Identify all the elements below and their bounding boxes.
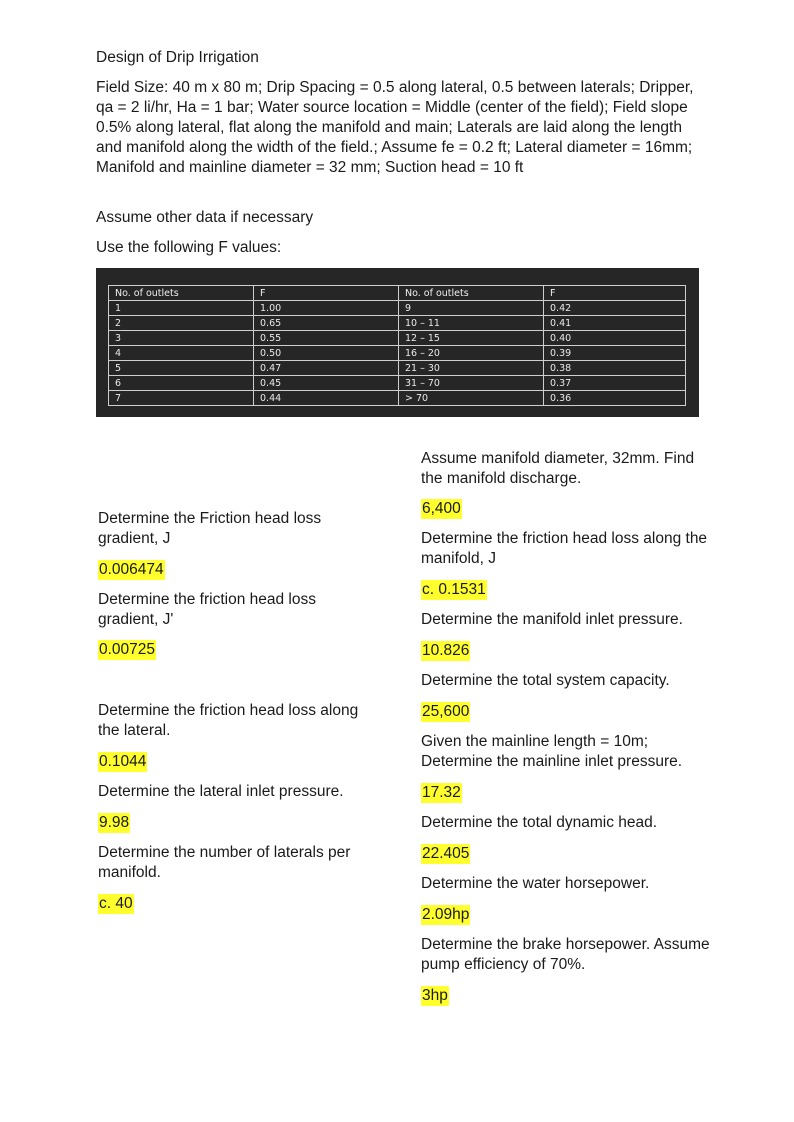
table-cell: 0.40 bbox=[544, 331, 686, 346]
question-total-dynamic-head: Determine the total dynamic head. bbox=[421, 814, 658, 831]
question-friction-gradient-j-prime: Determine the friction head loss gradient, J' bbox=[98, 591, 316, 628]
table-cell: 0.36 bbox=[544, 391, 686, 406]
table-cell: 21 – 30 bbox=[399, 361, 544, 376]
table-cell: 3 bbox=[109, 331, 254, 346]
table-cell: 5 bbox=[109, 361, 254, 376]
table-cell: 0.47 bbox=[254, 361, 399, 376]
table-cell: 0.41 bbox=[544, 316, 686, 331]
answer-manifold-discharge: 6,400 bbox=[422, 500, 461, 517]
answer-friction-gradient-j: 0.006474 bbox=[99, 561, 164, 578]
table-row bbox=[109, 391, 686, 406]
f-values-table bbox=[108, 285, 686, 406]
answer-water-horsepower: 2.09hp bbox=[422, 906, 470, 923]
answer-total-dynamic-head: 22.405 bbox=[422, 845, 470, 862]
table-cell: 31 – 70 bbox=[399, 376, 544, 391]
answer-system-capacity: 25,600 bbox=[422, 703, 470, 720]
question-lateral-head-loss: Determine the friction head loss along the lateral. bbox=[98, 702, 359, 739]
table-cell: 10 – 11 bbox=[399, 316, 544, 331]
table-cell: 0.50 bbox=[254, 346, 399, 361]
table-cell: 0.37 bbox=[544, 376, 686, 391]
table-row bbox=[109, 361, 686, 376]
table-row bbox=[109, 346, 686, 361]
table-cell: 9 bbox=[399, 301, 544, 316]
answer-manifold-inlet-pressure: 10.826 bbox=[422, 642, 470, 659]
table-cell: 0.45 bbox=[254, 376, 399, 391]
table-cell: 0.42 bbox=[544, 301, 686, 316]
header-f-1: F bbox=[254, 286, 399, 301]
question-water-horsepower: Determine the water horsepower. bbox=[421, 875, 650, 892]
table-row bbox=[109, 376, 686, 391]
table-cell: 0.55 bbox=[254, 331, 399, 346]
table-cell: > 70 bbox=[399, 391, 544, 406]
answer-lateral-inlet-pressure: 9.98 bbox=[99, 814, 130, 831]
question-brake-horsepower: Determine the brake horsepower. Assume pump efficiency of 70%. bbox=[421, 936, 710, 973]
table-row bbox=[109, 316, 686, 331]
header-outlets-1: No. of outlets bbox=[109, 286, 254, 301]
f-values-table-image bbox=[96, 268, 699, 417]
question-friction-gradient-j: Determine the Friction head loss gradient, J bbox=[98, 510, 322, 547]
question-lateral-inlet-pressure: Determine the lateral inlet pressure. bbox=[98, 783, 344, 800]
question-manifold-discharge: Assume manifold diameter, 32mm. Find the manifold discharge. bbox=[421, 450, 695, 487]
table-cell: 0.38 bbox=[544, 361, 686, 376]
table-cell: 1.00 bbox=[254, 301, 399, 316]
given-data-paragraph: Field Size: 40 m x 80 m; Drip Spacing = 0.5 along lateral, 0.5 between laterals; Dripper, qa = 2 li/hr, Ha = 1 bar; Water source location = Middle (center of the field); Field slope 0.5% along lateral, flat along the manifold and main; Laterals are laid along the length and manifold along the width of the field.; Assume fe = 0.2 ft; Lateral diameter = 16mm; Manifold and mainline diameter = 32 mm; Suction head = 10 ft bbox=[96, 79, 694, 176]
f-values-intro: Use the following F values: bbox=[96, 239, 282, 256]
answer-friction-gradient-j-prime: 0.00725 bbox=[99, 641, 156, 658]
answer-mainline-inlet-pressure: 17.32 bbox=[422, 784, 461, 801]
assume-note: Assume other data if necessary bbox=[96, 209, 314, 226]
answer-brake-horsepower: 3hp bbox=[422, 987, 448, 1004]
table-cell: 2 bbox=[109, 316, 254, 331]
table-cell: 4 bbox=[109, 346, 254, 361]
document-title: Design of Drip Irrigation bbox=[96, 49, 259, 66]
table-row bbox=[109, 301, 686, 316]
table-cell: 0.44 bbox=[254, 391, 399, 406]
question-manifold-head-loss: Determine the friction head loss along the manifold, J bbox=[421, 530, 708, 567]
table-cell: 1 bbox=[109, 301, 254, 316]
table-cell: 0.65 bbox=[254, 316, 399, 331]
table-cell: 16 – 20 bbox=[399, 346, 544, 361]
question-mainline-inlet-pressure: Given the mainline length = 10m; Determine the mainline inlet pressure. bbox=[421, 733, 683, 770]
table-cell: 12 – 15 bbox=[399, 331, 544, 346]
table-cell: 6 bbox=[109, 376, 254, 391]
header-f-2: F bbox=[544, 286, 686, 301]
table-cell: 7 bbox=[109, 391, 254, 406]
question-laterals-per-manifold: Determine the number of laterals per manifold. bbox=[98, 844, 351, 881]
answer-manifold-head-loss: c. 0.1531 bbox=[422, 581, 486, 598]
answer-laterals-per-manifold: c. 40 bbox=[99, 895, 133, 912]
question-manifold-inlet-pressure: Determine the manifold inlet pressure. bbox=[421, 611, 683, 628]
table-cell: 0.39 bbox=[544, 346, 686, 361]
table-header-row bbox=[109, 286, 686, 301]
answer-lateral-head-loss: 0.1044 bbox=[99, 753, 147, 770]
question-system-capacity: Determine the total system capacity. bbox=[421, 672, 670, 689]
header-outlets-2: No. of outlets bbox=[399, 286, 544, 301]
table-row bbox=[109, 331, 686, 346]
